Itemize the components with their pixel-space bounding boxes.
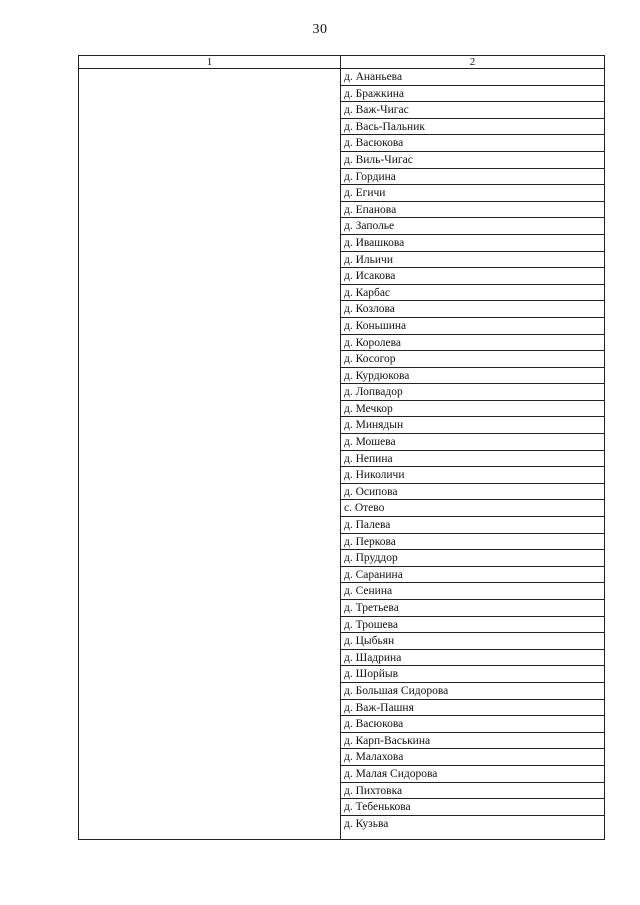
table-row: д. Ананьева bbox=[341, 69, 604, 86]
table-row: д. Николичи bbox=[341, 467, 604, 484]
table-row: д. Заполье bbox=[341, 218, 604, 235]
table-row: д. Королева bbox=[341, 335, 604, 352]
table-row: д. Саранина bbox=[341, 567, 604, 584]
table-header-row bbox=[79, 56, 604, 69]
table-row: д. Тебенькова bbox=[341, 799, 604, 816]
table-row: д. Бражкина bbox=[341, 86, 604, 103]
table-row: д. Ивашкова bbox=[341, 235, 604, 252]
table-row: д. Карбас bbox=[341, 285, 604, 302]
table-row: д. Васюкова bbox=[341, 716, 604, 733]
table-row: д. Мечкор bbox=[341, 401, 604, 418]
settlements-list bbox=[341, 69, 604, 832]
table-row: д. Лопвадор bbox=[341, 384, 604, 401]
table-row: д. Коньшина bbox=[341, 318, 604, 335]
table-row: д. Гордина bbox=[341, 169, 604, 186]
table-row: д. Кузьва bbox=[344, 817, 389, 830]
table-row: д. Шорйыв bbox=[341, 666, 604, 683]
table-row: д. Третьева bbox=[341, 600, 604, 617]
column-header-2: 2 bbox=[469, 56, 476, 68]
table-row: д. Васюкова bbox=[341, 135, 604, 152]
table-row: д. Косогор bbox=[341, 351, 604, 368]
column-header-1: 1 bbox=[206, 56, 213, 68]
table-row: д. Ильичи bbox=[341, 252, 604, 269]
settlements-table bbox=[78, 55, 605, 840]
table-row: д. Большая Сидорова bbox=[341, 683, 604, 700]
table-row: д. Палева bbox=[341, 517, 604, 534]
table-row: д. Мошева bbox=[341, 434, 604, 451]
table-row: д. Исакова bbox=[341, 268, 604, 285]
table-row: д. Осипова bbox=[341, 484, 604, 501]
table-row: д. Курдюкова bbox=[341, 368, 604, 385]
table-row: д. Карп-Васькина bbox=[341, 733, 604, 750]
table-row: д. Пихтовка bbox=[341, 783, 604, 800]
table-row: с. Отево bbox=[341, 500, 604, 517]
table-row: д. Цыбьян bbox=[341, 633, 604, 650]
table-row: д. Виль-Чигас bbox=[341, 152, 604, 169]
table-row: д. Трошева bbox=[341, 617, 604, 634]
page-number: 30 bbox=[312, 22, 328, 37]
table-row: д. Важ-Пашня bbox=[341, 700, 604, 717]
table-row: д. Козлова bbox=[341, 301, 604, 318]
table-row: д. Минядын bbox=[341, 417, 604, 434]
table-row: д. Вась-Пальник bbox=[341, 119, 604, 136]
table-row: д. Малая Сидорова bbox=[341, 766, 604, 783]
table-row: д. Непина bbox=[341, 451, 604, 468]
table-row: д. Важ-Чигас bbox=[341, 102, 604, 119]
table-row: д. Малахова bbox=[341, 749, 604, 766]
table-row: д. Егичи bbox=[341, 185, 604, 202]
table-row: д. Пруддор bbox=[341, 550, 604, 567]
table-row: д. Шадрина bbox=[341, 650, 604, 667]
table-row: д. Перкова bbox=[341, 534, 604, 551]
table-row: д. Сенина bbox=[341, 583, 604, 600]
table-row: д. Епанова bbox=[341, 202, 604, 219]
